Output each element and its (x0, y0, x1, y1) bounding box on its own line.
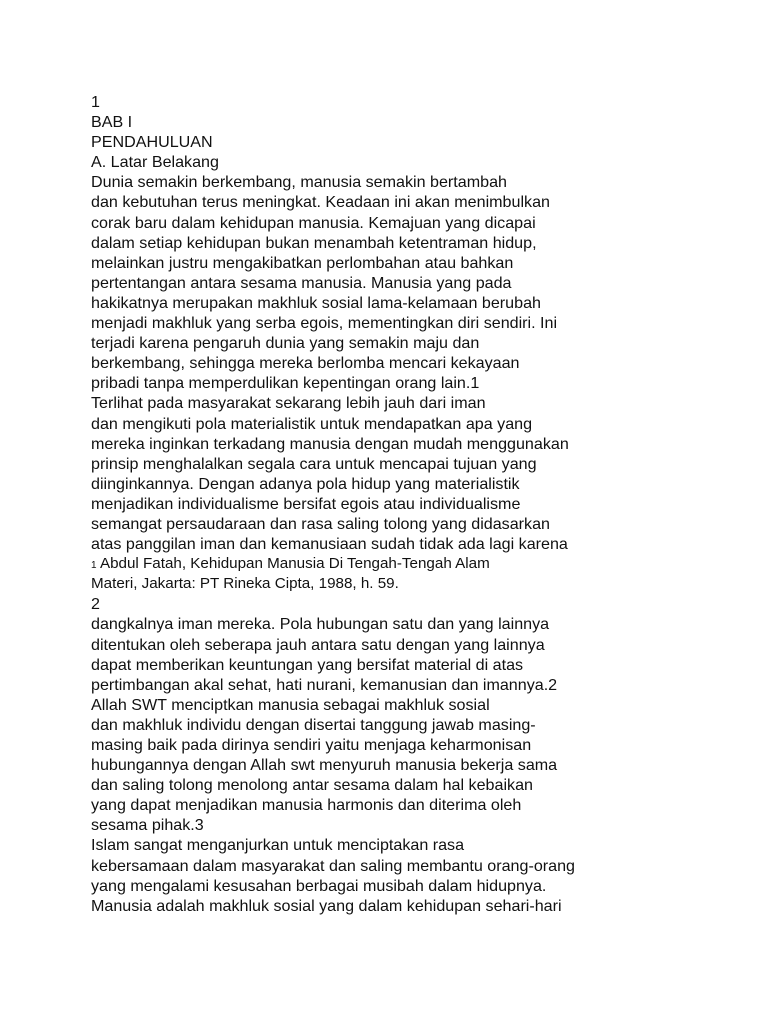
text-line: mereka inginkan terkadang manusia dengan mudah menggunakan (91, 434, 569, 453)
text-line: pertimbangan akal sehat, hati nurani, kemanusian dan imannya. (91, 675, 549, 694)
text-line: Terlihat pada masyarakat sekarang lebih jauh dari iman (91, 394, 486, 413)
text-line: diinginkannya. Dengan adanya pola hidup yang materialistik (91, 474, 520, 493)
text-line: dan makhluk individu dengan disertai tanggung jawab masing- (91, 715, 536, 734)
footnote-marker: 1 (470, 374, 480, 393)
text-line: melainkan justru mengakibatkan perlombahan atau bahkan (91, 253, 514, 272)
text-line: pertentangan antara sesama manusia. Manusia yang pada (91, 273, 512, 292)
text-line: yang mengalami kesusahan berbagai musibah dalam hidupnya. (91, 876, 547, 895)
text-line: dalam setiap kehidupan bukan menambah ketentraman hidup, (91, 233, 537, 252)
text-line: Dunia semakin berkembang, manusia semakin bertambah (91, 173, 507, 192)
text-line-with-note (91, 675, 731, 695)
text-line: pribadi tanpa memperdulikan kepentingan orang lain. (91, 374, 471, 393)
text-line: masing baik pada dirinya sendiri yaitu menjaga keharmonisan (91, 736, 532, 754)
section-heading: A. Latar Belakang (91, 153, 219, 172)
text-line: atas panggilan iman dan kemanusiaan sudah tidak ada lagi karena (91, 535, 568, 554)
text-line: menjadi makhluk yang serba egois, mementingkan diri sendiri. Ini (91, 314, 558, 333)
text-line: dan mengikuti pola materialistik untuk mendapatkan apa yang (91, 414, 533, 433)
text-line: Manusia adalah makhluk sosial yang dalam kehidupan sehari-hari (91, 896, 562, 915)
footnote (91, 554, 731, 574)
footnote-number: 1 (91, 560, 97, 572)
text-line: terjadi karena pengaruh dunia yang semakin maju dan (91, 334, 480, 353)
footnote-text: Abdul Fatah, Kehidupan Manusia Di Tengah-Tengah Alam (99, 555, 490, 573)
text-line: hubungannya dengan Allah swt menyuruh manusia bekerja sama (91, 756, 558, 775)
footnote-marker: 2 (548, 675, 558, 694)
text-line: hakikatnya merupakan makhluk sosial lama-kelamaan berubah (91, 293, 541, 312)
text-line: dangkalnya iman mereka. Pola hubungan satu dan yang lainnya (91, 615, 550, 634)
text-line: kebersamaan dalam masyarakat dan saling membantu orang-orang (91, 856, 575, 875)
text-line: prinsip menghalalkan segala cara untuk mencapai tujuan yang (91, 454, 537, 473)
text-line: semangat persaudaraan dan rasa saling tolong yang didasarkan (91, 514, 550, 533)
text-line: Allah SWT menciptkan manusia sebagai makhluk sosial (91, 695, 490, 714)
text-line-with-note (91, 815, 731, 835)
text-line: berkembang, sehingga mereka berlomba mencari kekayaan (91, 354, 520, 373)
chapter-title: PENDAHULUAN (91, 133, 213, 152)
text-line: sesama pihak. (91, 816, 195, 835)
document-body (91, 92, 731, 916)
text-line: menjadikan individualisme bersifat egois atau individualisme (91, 494, 521, 513)
footnote-text: Materi, Jakarta: PT Rineka Cipta, 1988, h. 59. (91, 575, 399, 593)
footnote-marker: 3 (194, 816, 204, 835)
text-line-with-note (91, 373, 731, 393)
text-line: corak baru dalam kehidupan manusia. Kemajuan yang dicapai (91, 213, 536, 232)
text-line: dapat memberikan keuntungan yang bersifat material di atas (91, 655, 524, 674)
text-line: dan kebutuhan terus meningkat. Keadaan ini akan menimbulkan (91, 193, 550, 212)
chapter-label: BAB I (91, 113, 133, 132)
text-line: ditentukan oleh seberapa jauh antara satu dengan yang lainnya (91, 635, 545, 654)
page-number: 1 (91, 93, 100, 111)
page-number: 2 (91, 595, 100, 614)
text-line: dan saling tolong menolong antar sesama dalam hal kebaikan (91, 776, 533, 795)
text-line: Islam sangat menganjurkan untuk menciptakan rasa (91, 836, 465, 855)
text-line: yang dapat menjadikan manusia harmonis dan diterima oleh (91, 796, 522, 815)
